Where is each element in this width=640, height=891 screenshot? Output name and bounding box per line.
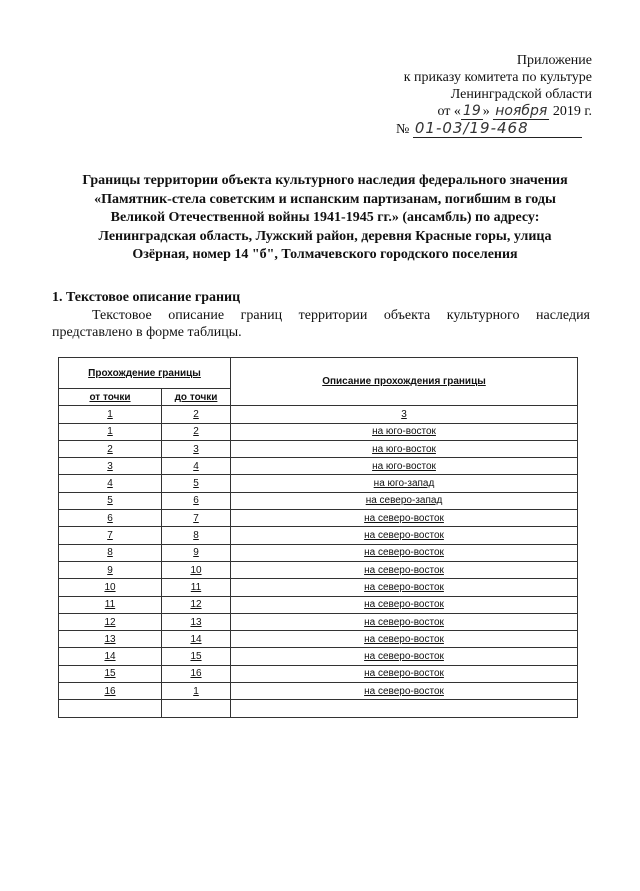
to-point-cell: 13 (162, 613, 231, 630)
number-prefix: № (396, 122, 410, 137)
date-month-handwritten: ноября (495, 103, 548, 119)
to-point-cell: 16 (162, 665, 231, 682)
order-header (332, 52, 592, 138)
order-number-handwritten: 01-03/19-468 (413, 120, 582, 138)
from-point-cell: 3 (59, 458, 162, 475)
table-row (59, 683, 578, 700)
to-point-cell: 14 (162, 631, 231, 648)
direction-cell: на юго-восток (231, 440, 578, 457)
table-row (59, 665, 578, 682)
group-header: Прохождение границы (59, 358, 231, 389)
table-row (59, 510, 578, 527)
to-point-header: до точки (162, 389, 231, 406)
appendix-label: Приложение (516, 53, 592, 68)
column-number: 2 (162, 406, 231, 423)
from-point-cell: 12 (59, 613, 162, 630)
order-date (332, 103, 592, 120)
order-reference: к приказу комитета по культуре (403, 70, 592, 85)
to-point-cell: 7 (162, 510, 231, 527)
table-row (59, 648, 578, 665)
section-text: Текстовое описание границ территории объекта культурного наследия представлено в форме таблицы. (52, 308, 590, 340)
from-point-cell: 6 (59, 510, 162, 527)
table-row (59, 561, 578, 578)
direction-cell: на северо-восток (231, 596, 578, 613)
table-row (59, 423, 578, 440)
direction-cell: на юго-восток (231, 423, 578, 440)
to-point-cell: 12 (162, 596, 231, 613)
empty-cell (231, 700, 578, 717)
title-line: «Памятник-стела советским и испанским партизанам, погибшим в годы (94, 191, 556, 207)
table-continuation-row (59, 700, 578, 717)
to-point-cell: 3 (162, 440, 231, 457)
from-point-cell: 15 (59, 665, 162, 682)
direction-cell: на северо-восток (231, 544, 578, 561)
direction-cell: на северо-восток (231, 683, 578, 700)
title-line: Ленинградская область, Лужский район, деревня Красные горы, улица (98, 228, 552, 244)
from-point-cell: 16 (59, 683, 162, 700)
to-point-cell: 9 (162, 544, 231, 561)
date-separator: » (482, 104, 490, 119)
direction-cell: на северо-восток (231, 561, 578, 578)
from-point-cell: 10 (59, 579, 162, 596)
order-number (332, 120, 592, 138)
empty-cell (162, 700, 231, 717)
table-row (59, 492, 578, 509)
direction-cell: на северо-восток (231, 665, 578, 682)
date-day-handwritten: 19 (462, 103, 481, 119)
column-number: 1 (59, 406, 162, 423)
section-heading: 1. Текстовое описание границ (52, 290, 241, 305)
direction-cell: на северо-восток (231, 613, 578, 630)
table-row (59, 544, 578, 561)
to-point-cell: 5 (162, 475, 231, 492)
from-point-cell: 13 (59, 631, 162, 648)
from-point-cell: 8 (59, 544, 162, 561)
to-point-cell: 4 (162, 458, 231, 475)
table-row (59, 440, 578, 457)
date-prefix: от « (437, 104, 461, 119)
column-number: 3 (231, 406, 578, 423)
empty-cell (59, 700, 162, 717)
description-header: Описание прохождения границы (231, 358, 578, 406)
table-row (59, 527, 578, 544)
date-year: 2019 г. (552, 104, 592, 119)
column-numbering-row (59, 406, 578, 423)
direction-cell: на юго-восток (231, 458, 578, 475)
to-point-cell: 11 (162, 579, 231, 596)
direction-cell: на северо-восток (231, 527, 578, 544)
title-line: Великой Отечественной войны 1941-1945 гг.» (ансамбль) по адресу: (110, 210, 540, 225)
to-point-cell: 10 (162, 561, 231, 578)
from-point-cell: 2 (59, 440, 162, 457)
from-point-cell: 1 (59, 423, 162, 440)
table-row (59, 631, 578, 648)
direction-cell: на северо-запад (231, 492, 578, 509)
boundary-table (58, 357, 578, 718)
direction-cell: на северо-восток (231, 648, 578, 665)
to-point-cell: 2 (162, 423, 231, 440)
direction-cell: на юго-запад (231, 475, 578, 492)
title-line: Границы территории объекта культурного наследия федерального значения (82, 173, 568, 188)
from-point-cell: 9 (59, 561, 162, 578)
to-point-cell: 8 (162, 527, 231, 544)
to-point-cell: 1 (162, 683, 231, 700)
to-point-cell: 15 (162, 648, 231, 665)
from-point-cell: 5 (59, 492, 162, 509)
to-point-cell: 6 (162, 492, 231, 509)
direction-cell: на северо-восток (231, 510, 578, 527)
table-row (59, 475, 578, 492)
direction-cell: на северо-восток (231, 579, 578, 596)
from-point-cell: 7 (59, 527, 162, 544)
from-point-cell: 11 (59, 596, 162, 613)
table-row (59, 458, 578, 475)
order-region: Ленинградской области (450, 87, 592, 102)
document-title (60, 172, 590, 265)
from-point-header: от точки (59, 389, 162, 406)
direction-cell: на северо-восток (231, 631, 578, 648)
from-point-cell: 4 (59, 475, 162, 492)
table-row (59, 613, 578, 630)
table-row (59, 579, 578, 596)
from-point-cell: 14 (59, 648, 162, 665)
table-row (59, 596, 578, 613)
title-line: Озёрная, номер 14 "б", Толмачевского городского поселения (132, 247, 518, 262)
